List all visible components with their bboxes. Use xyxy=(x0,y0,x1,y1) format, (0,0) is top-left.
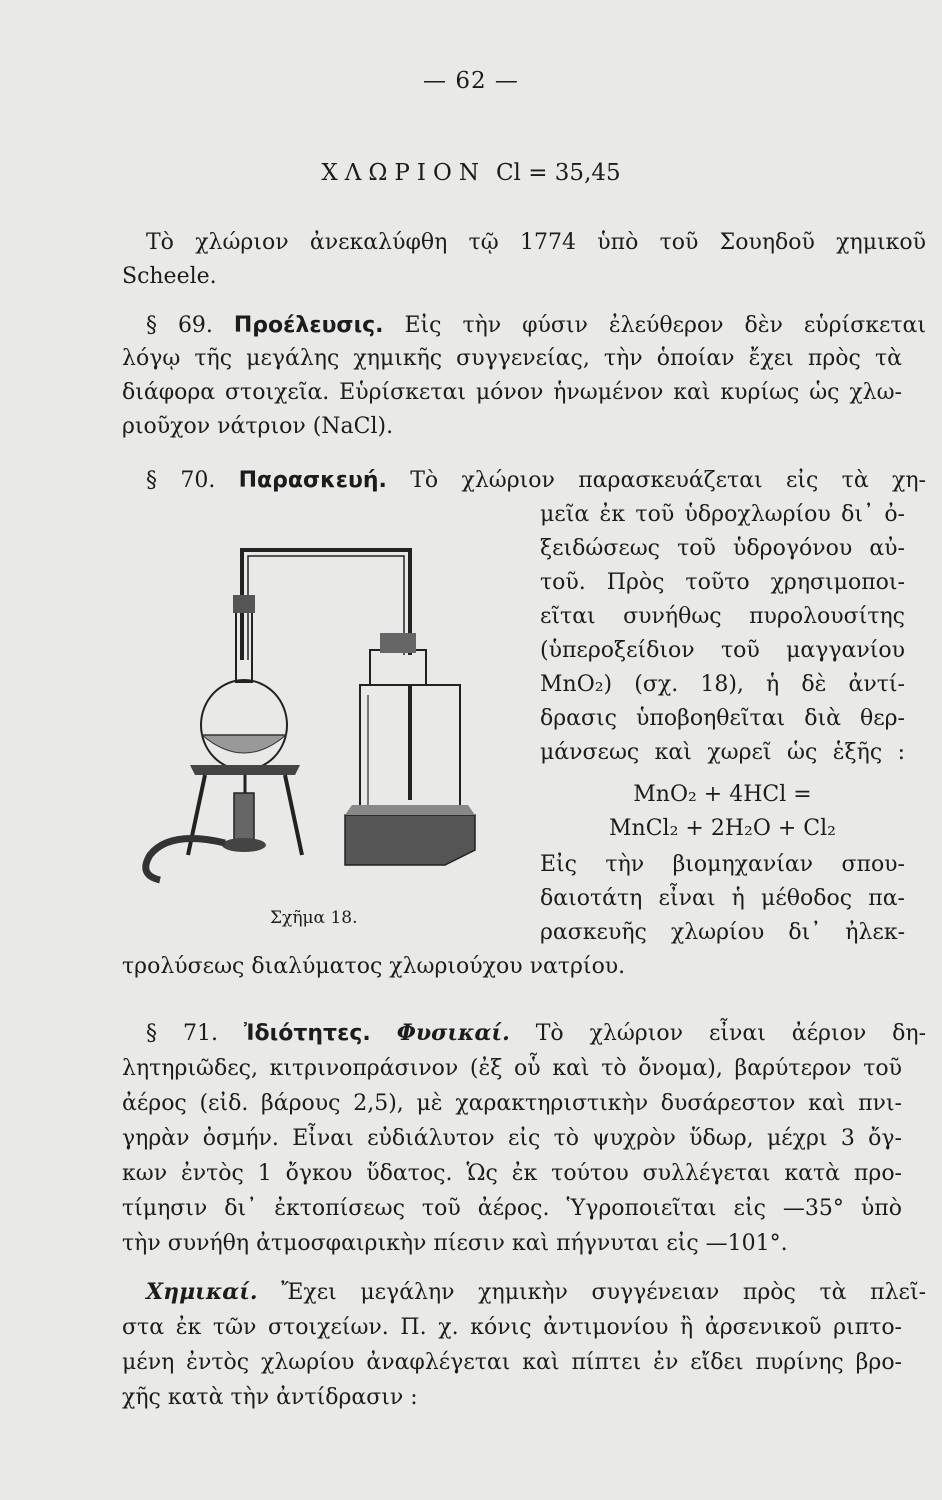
s70-line: μεῖα ἐκ τοῦ ὑδροχλωρίου δι᾿ ὀ- xyxy=(540,502,905,527)
s71-first-line xyxy=(146,1018,926,1049)
title-formula: Cl = 35,45 xyxy=(495,160,621,186)
s71-line: γηρὰν ὀσμήν. Εἶναι εὐδιάλυτον εἰς τὸ ψυχρὸν ὕδωρ, μέχρι 3 ὄγ- xyxy=(122,1126,902,1151)
s70-number: § 70. xyxy=(146,468,216,493)
s69-line: διάφορα στοιχεῖα. Εὑρίσκεται μόνον ἡνωμένον καὶ κυρίως ὡς χλω- xyxy=(122,380,902,405)
s70-line: (ὑπεροξείδιον τοῦ μαγγανίου xyxy=(540,638,905,663)
s70-line: MnO₂) (σχ. 18), ἡ δὲ ἀντί- xyxy=(540,672,905,697)
s71-line: κων ἐντὸς 1 ὄγκου ὕδατος. Ὡς ἐκ τούτου συλλέγεται κατὰ προ- xyxy=(122,1161,902,1186)
equation-line-2: MnCl₂ + 2H₂O + Cl₂ xyxy=(609,816,836,841)
s69-heading: Προέλευσις. xyxy=(233,313,384,338)
s70-line: τοῦ. Πρὸς τοῦτο χρησιμοποι- xyxy=(540,570,905,595)
chem-line: χῆς κατὰ τὴν ἀντίδρασιν : xyxy=(122,1385,418,1410)
s70-first-text: Τὸ χλώριον παρασκευάζεται εἰς τὰ χη- xyxy=(410,468,926,493)
section-title xyxy=(0,160,942,186)
page-number: — 62 — xyxy=(423,68,519,94)
s70-last-line: τρολύσεως διαλύματος χλωριούχου νατρίου. xyxy=(122,954,626,979)
s70-heading: Παρασκευή. xyxy=(238,468,387,493)
s71-line: ἀέρος (εἰδ. βάρους 2,5), μὲ χαρακτηριστικὴν δυσάρεστον καὶ πνι- xyxy=(122,1091,902,1116)
chem-first-text: Ἔχει μεγάλην χημικὴν συγγένειαν πρὸς τὰ πλεῖ- xyxy=(281,1280,926,1305)
s69-number: § 69. xyxy=(146,313,213,338)
chem-heading: Χημικαί. xyxy=(146,1279,258,1305)
s70-first-line xyxy=(146,466,926,496)
s69-line: ριοῦχον νάτριον (NaCl). xyxy=(122,414,394,439)
s70-line: ρασκευῆς χλωρίου δι᾿ ἠλεκ- xyxy=(540,920,905,945)
chem-line: στα ἐκ τῶν στοιχείων. Π. χ. κόνις ἀντιμονίου ἢ ἀρσενικοῦ ριπτο- xyxy=(122,1315,902,1340)
figure-caption: Σχῆμα 18. xyxy=(270,908,358,928)
s69-line: λόγῳ τῆς μεγάλης χημικῆς συγγενείας, τὴν ὁποίαν ἔχει πρὸς τὰ xyxy=(122,346,902,371)
s71-number: § 71. xyxy=(146,1021,218,1046)
s69-first-text: Εἰς τὴν φύσιν ἐλεύθερον δὲν εὑρίσκεται xyxy=(404,313,927,338)
title-word: ΧΛΩΡΙΟΝ xyxy=(321,160,486,186)
equation-line-1: MnO₂ + 4HCl = xyxy=(633,782,812,807)
s71-subheading: Φυσικαί. xyxy=(396,1020,510,1046)
s70-line: Εἰς τὴν βιομηχανίαν σπου- xyxy=(540,852,905,877)
apparatus-figure xyxy=(130,535,480,895)
s70-line: ξειδώσεως τοῦ ὑδρογόνου αὐ- xyxy=(540,536,905,561)
s70-line: δρασις ὑποβοηθεῖται διὰ θερ- xyxy=(540,706,905,731)
s71-line: τὴν συνήθη ἀτμοσφαιρικὴν πίεσιν καὶ πήγνυται εἰς —101°. xyxy=(122,1231,788,1256)
chem-line: μένη ἐντὸς χλωρίου ἀναφλέγεται καὶ πίπτει ἐν εἴδει πυρίνης βρο- xyxy=(122,1350,902,1375)
s70-line: εῖται συνήθως πυρολουσίτης xyxy=(540,604,905,629)
s70-line: δαιοτάτη εἶναι ἡ μέθοδος πα- xyxy=(540,886,905,911)
s71-line: τίμησιν δι᾿ ἐκτοπίσεως τοῦ ἀέρος. Ὑγροποιεῖται εἰς —35° ὑπὸ xyxy=(122,1196,902,1221)
intro-line-2: Scheele. xyxy=(122,264,217,289)
chem-first-line xyxy=(146,1277,926,1308)
s71-heading: Ἰδιότητες. xyxy=(243,1021,371,1046)
s70-line: μάνσεως καὶ χωρεῖ ὡς ἑξῆς : xyxy=(540,740,905,765)
s69-first-line xyxy=(146,311,926,341)
s71-first-text: Τὸ χλώριον εἶναι ἀέριον δη- xyxy=(535,1021,927,1046)
intro-line-1: Τὸ χλώριον ἀνεκαλύφθη τῷ 1774 ὑπὸ τοῦ Σουηδοῦ χημικοῦ xyxy=(146,230,926,255)
s71-line: λητηριῶδες, κιτρινοπράσινον (ἐξ οὗ καὶ τὸ ὄνομα), βαρύτερον τοῦ xyxy=(122,1056,902,1081)
